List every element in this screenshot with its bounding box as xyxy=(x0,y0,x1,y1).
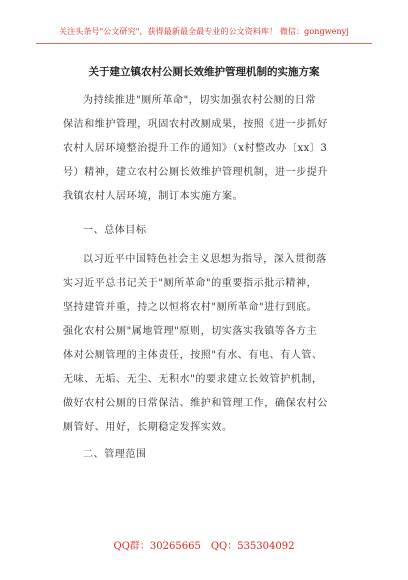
header-divider xyxy=(36,43,372,44)
paragraph-line: 号）精神，建立农村公厕长效维护管理机制，进一步提升 xyxy=(63,167,328,178)
header-banner: 关注头条号"公文研究"，获得最新最全最专业的公文资料库！ 微信：gongwenyj xyxy=(59,27,349,36)
section-heading-scope: 二、管理范围 xyxy=(83,449,147,460)
section-heading-goals: 一、总体目标 xyxy=(83,225,147,236)
paragraph-line: 做好农村公厕的日常保洁、维护和管理工作，确保农村公 xyxy=(63,398,328,409)
paragraph-line: 强化农村公厕"属地管理"原则，切实落实我镇等各方主 xyxy=(63,326,318,337)
qq-number: QQ：535304092 xyxy=(210,541,295,552)
paragraph-line: 实习近平总书记关于"厕所革命"的重要指示批示精神， xyxy=(63,278,318,289)
document-title: 关于建立镇农村公厕长效维护管理机制的实施方案 xyxy=(88,66,320,78)
footer-contact xyxy=(0,537,408,552)
paragraph-line: 农村人居环境整治提升工作的通知》（x村整改办〔xx〕3 xyxy=(63,143,328,154)
paragraph-line: 厕管好、用好，长期稳定发挥实效。 xyxy=(63,422,233,433)
goals-paragraph xyxy=(63,248,345,440)
intro-paragraph xyxy=(63,89,345,209)
paragraph-line: 为持续推进"厕所革命"，切实加强农村公厕的日常 xyxy=(83,95,316,106)
paragraph-line: 保洁和维护管理，巩固农村改厕成果，按照《进一步抓好 xyxy=(63,119,328,130)
paragraph-line: 坚持建管并重，持之以恒将农村"厕所革命"进行到底。 xyxy=(63,302,318,313)
paragraph-line: 我镇农村人居环境，制订本实施方案。 xyxy=(63,191,244,202)
qq-group-number: QQ群：30265665 xyxy=(113,541,201,552)
paragraph-line: 以习近平中国特色社会主义思想为指导，深入贯彻落 xyxy=(83,254,327,265)
paragraph-line: 体对公厕管理的主体责任，按照"有水、有电、有人管、 xyxy=(63,350,323,361)
paragraph-line: 无味、无垢、无尘、无积水"的要求建立长效管护机制， xyxy=(63,374,323,385)
